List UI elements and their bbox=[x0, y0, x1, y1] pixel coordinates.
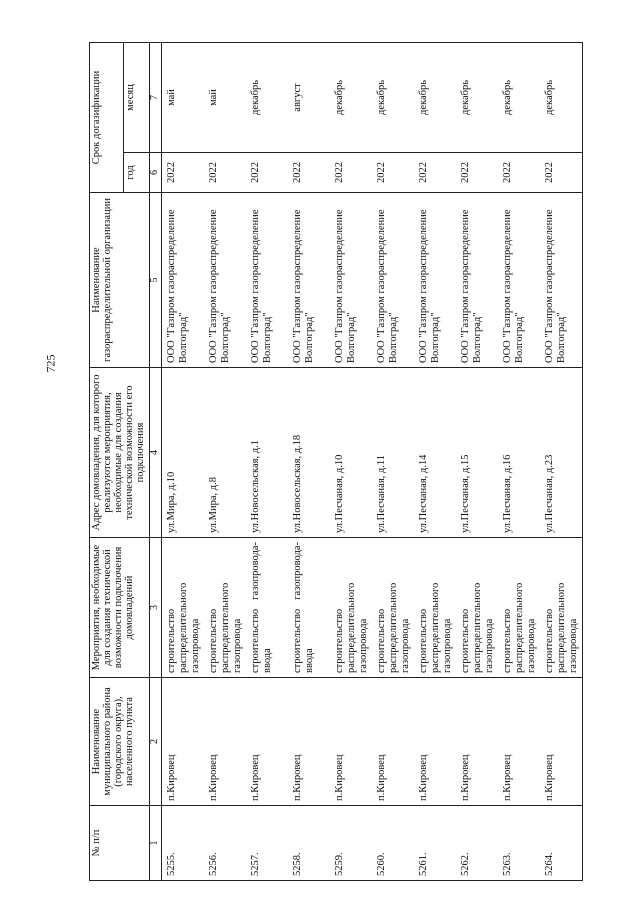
year-cell: 2022 bbox=[288, 153, 330, 193]
header-deadline: Срок догазификации bbox=[90, 42, 124, 192]
month-cell: август bbox=[288, 42, 330, 152]
header-address: Адрес домовладения, для которого реализуются мероприятия, необходимые для создания технической возможности его подключения bbox=[90, 368, 150, 538]
row-number: 5263. bbox=[498, 806, 540, 881]
activity-cell: строительство распределительного газопровода bbox=[162, 538, 205, 678]
locality-cell: п.Кировец bbox=[162, 678, 205, 806]
organization-cell: ООО "Газпром газораспределение Волгоград" bbox=[330, 193, 372, 368]
activity-cell: строительство газопровода-ввода bbox=[246, 538, 288, 678]
organization-cell: ООО "Газпром газораспределение Волгоград" bbox=[204, 193, 246, 368]
year-cell: 2022 bbox=[414, 153, 456, 193]
month-cell: декабрь bbox=[330, 42, 372, 152]
year-cell: 2022 bbox=[162, 153, 205, 193]
locality-cell: п.Кировец bbox=[414, 678, 456, 806]
table-row bbox=[204, 42, 246, 880]
activity-cell: строительство распределительного газопровода bbox=[414, 538, 456, 678]
month-cell: декабрь bbox=[456, 42, 498, 152]
column-number: 7 bbox=[150, 42, 162, 152]
column-number: 4 bbox=[150, 368, 162, 538]
locality-cell: п.Кировец bbox=[288, 678, 330, 806]
locality-cell: п.Кировец bbox=[246, 678, 288, 806]
year-cell: 2022 bbox=[498, 153, 540, 193]
month-cell: май bbox=[204, 42, 246, 152]
address-cell: ул.Песчаная, д.10 bbox=[330, 368, 372, 538]
row-number: 5258. bbox=[288, 806, 330, 881]
activity-cell: строительство газопровода-ввода bbox=[288, 538, 330, 678]
activity-cell: строительство распределительного газопровода bbox=[540, 538, 583, 678]
activity-cell: строительство распределительного газопровода bbox=[204, 538, 246, 678]
column-number: 5 bbox=[150, 193, 162, 368]
address-cell: ул.Песчаная, д.11 bbox=[372, 368, 414, 538]
header-district: Наименование муниципального района (городского округа), населенного пункта bbox=[90, 678, 150, 806]
row-number: 5260. bbox=[372, 806, 414, 881]
table-row bbox=[372, 42, 414, 880]
table-row bbox=[246, 42, 288, 880]
organization-cell: ООО "Газпром газораспределение Волгоград" bbox=[372, 193, 414, 368]
locality-cell: п.Кировец bbox=[204, 678, 246, 806]
organization-cell: ООО "Газпром газораспределение Волгоград" bbox=[162, 193, 205, 368]
locality-cell: п.Кировец bbox=[456, 678, 498, 806]
month-cell: декабрь bbox=[246, 42, 288, 152]
organization-cell: ООО "Газпром газораспределение Волгоград" bbox=[498, 193, 540, 368]
year-cell: 2022 bbox=[372, 153, 414, 193]
organization-cell: ООО "Газпром газораспределение Волгоград" bbox=[456, 193, 498, 368]
row-number: 5255. bbox=[162, 806, 205, 881]
address-cell: ул.Песчаная, д.15 bbox=[456, 368, 498, 538]
locality-cell: п.Кировец bbox=[372, 678, 414, 806]
activity-cell: строительство распределительного газопровода bbox=[372, 538, 414, 678]
column-number: 1 bbox=[150, 806, 162, 881]
address-cell: ул.Песчаная, д.23 bbox=[540, 368, 583, 538]
row-number: 5261. bbox=[414, 806, 456, 881]
year-cell: 2022 bbox=[204, 153, 246, 193]
gasification-table bbox=[89, 42, 583, 881]
rotated-document bbox=[89, 43, 580, 881]
header-year: год bbox=[124, 153, 150, 193]
column-number: 6 bbox=[150, 153, 162, 193]
row-number: 5259. bbox=[330, 806, 372, 881]
organization-cell: ООО "Газпром газораспределение Волгоград" bbox=[246, 193, 288, 368]
address-cell: ул.Мира, д.10 bbox=[162, 368, 205, 538]
row-number: 5264. bbox=[540, 806, 583, 881]
month-cell: декабрь bbox=[414, 42, 456, 152]
row-number: 5256. bbox=[204, 806, 246, 881]
organization-cell: ООО "Газпром газораспределение Волгоград" bbox=[414, 193, 456, 368]
address-cell: ул.Песчаная, д.16 bbox=[498, 368, 540, 538]
year-cell: 2022 bbox=[540, 153, 583, 193]
month-cell: декабрь bbox=[372, 42, 414, 152]
page-number: 725 bbox=[43, 354, 58, 373]
header-organization: Наименование газораспределительной организации bbox=[90, 193, 150, 368]
table-row bbox=[414, 42, 456, 880]
table-row bbox=[498, 42, 540, 880]
table-body bbox=[162, 42, 583, 880]
table-row bbox=[162, 42, 205, 880]
address-cell: ул.Песчаная, д.14 bbox=[414, 368, 456, 538]
column-number: 3 bbox=[150, 538, 162, 678]
row-number: 5262. bbox=[456, 806, 498, 881]
header-activity: Мероприятия, необходимые для создания технической возможности подключения домовладений bbox=[90, 538, 150, 678]
table-row bbox=[456, 42, 498, 880]
table-row bbox=[330, 42, 372, 880]
table-row bbox=[288, 42, 330, 880]
year-cell: 2022 bbox=[330, 153, 372, 193]
year-cell: 2022 bbox=[246, 153, 288, 193]
organization-cell: ООО "Газпром газораспределение Волгоград" bbox=[540, 193, 583, 368]
year-cell: 2022 bbox=[456, 153, 498, 193]
row-number: 5257. bbox=[246, 806, 288, 881]
column-number: 2 bbox=[150, 678, 162, 806]
activity-cell: строительство распределительного газопровода bbox=[498, 538, 540, 678]
activity-cell: строительство распределительного газопровода bbox=[330, 538, 372, 678]
organization-cell: ООО "Газпром газораспределение Волгоград" bbox=[288, 193, 330, 368]
table-row bbox=[540, 42, 583, 880]
locality-cell: п.Кировец bbox=[540, 678, 583, 806]
address-cell: ул.Новосельская, д.18 bbox=[288, 368, 330, 538]
header-num: № п/п bbox=[90, 806, 150, 881]
locality-cell: п.Кировец bbox=[498, 678, 540, 806]
locality-cell: п.Кировец bbox=[330, 678, 372, 806]
address-cell: ул.Новосельская, д.1 bbox=[246, 368, 288, 538]
month-cell: декабрь bbox=[498, 42, 540, 152]
month-cell: декабрь bbox=[540, 42, 583, 152]
address-cell: ул.Мира, д.8 bbox=[204, 368, 246, 538]
header-month: месяц bbox=[124, 42, 150, 152]
activity-cell: строительство распределительного газопровода bbox=[456, 538, 498, 678]
month-cell: май bbox=[162, 42, 205, 152]
